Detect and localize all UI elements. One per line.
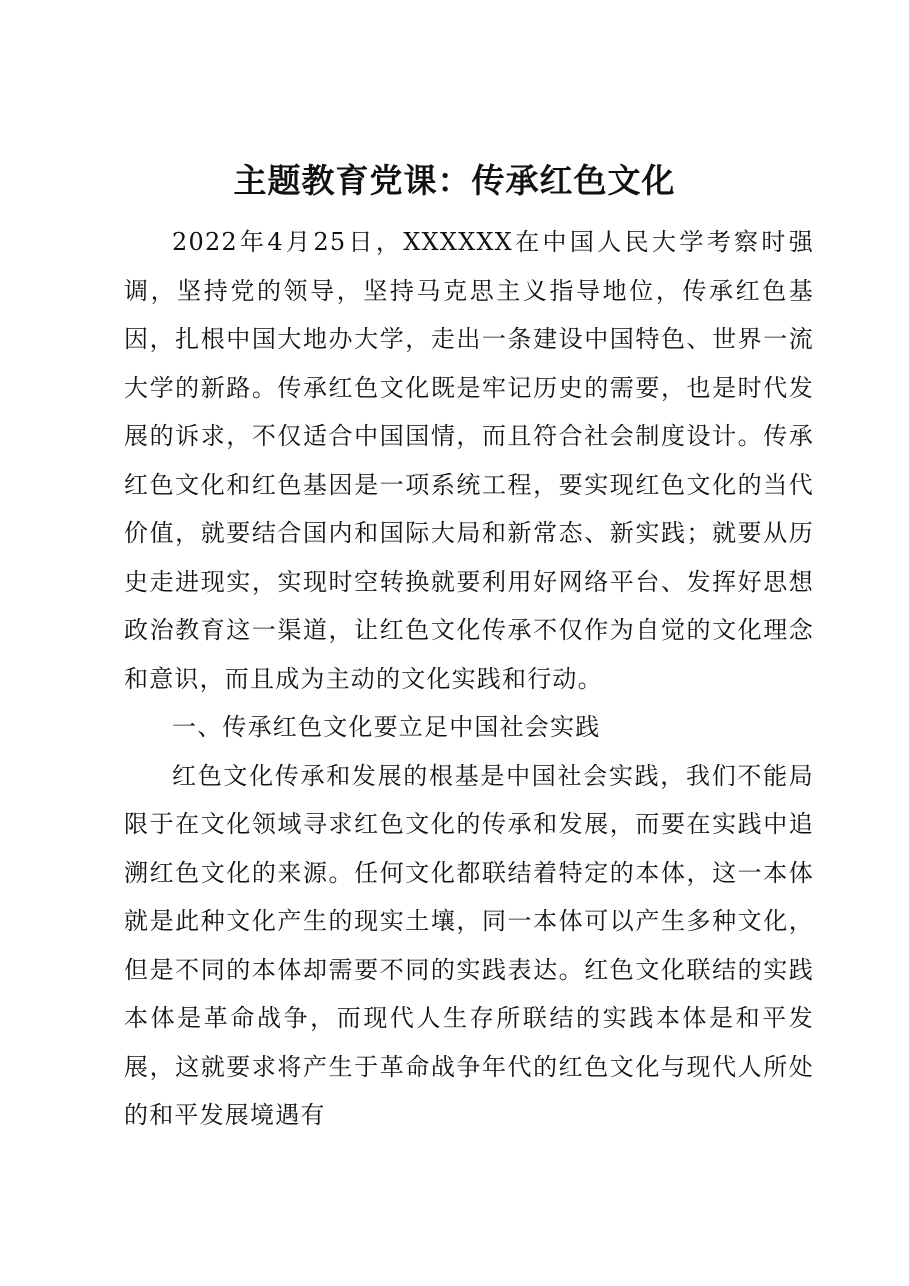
document-title: 主题教育党课：传承红色文化 [233, 161, 676, 200]
paragraph-intro: 2022年4月25日，XXXXXX在中国人民大学考察时强调，坚持党的领导，坚持马克思主义指导地位，传承红色基因，扎根中国大地办大学，走出一条建设中国特色、世界一流大学的新路。传承红色文化既是牢记历史的需要，也是时代发展的诉求，不仅适合中国国情，而且符合社会制度设计。传承红色文化和红色基因是一项系统工程，要实现红色文化的当代价值，就要结合国内和国际大局和新常态、新实践；就要从历史走进现实，实现时空转换就要利用好网络平台、发挥好思想政治教育这一渠道，让红色文化传承不仅作为自觉的文化理念和意识，而且成为主动的文化实践和行动。 [124, 228, 814, 693]
document-body [124, 218, 814, 1140]
paragraph-section-1: 红色文化传承和发展的根基是中国社会实践，我们不能局限于在文化领域寻求红色文化的传承和发展，而要在实践中追溯红色文化的来源。任何文化都联结着特定的本体，这一本体就是此种文化产生的现实土壤，同一本体可以产生多种文化，但是不同的本体却需要不同的实践表达。红色文化联结的实践本体是革命战争，而现代人生存所联结的实践本体是和平发展，这就要求将产生于革命战争年代的红色文化与现代人所处的和平发展境遇有 [124, 761, 814, 1129]
section-heading-1: 一、传承红色文化要立足中国社会实践 [172, 713, 601, 741]
